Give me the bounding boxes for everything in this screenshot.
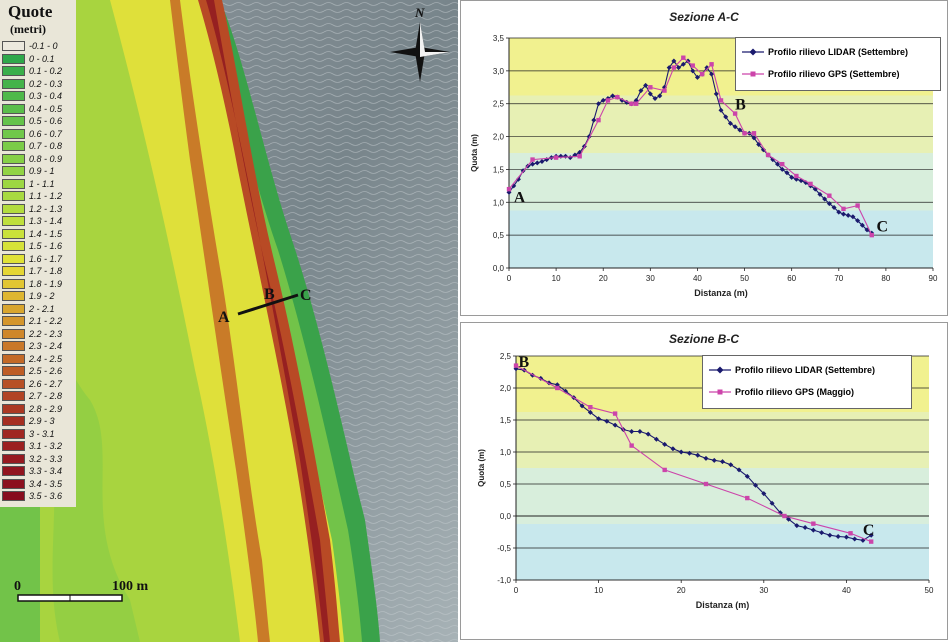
x-tick-label: 50 [740, 274, 750, 283]
x-axis-label: Distanza (m) [694, 288, 748, 298]
legend-swatch [2, 79, 25, 89]
y-tick-label: 2,5 [492, 99, 504, 109]
legend-swatch [2, 116, 25, 126]
legend-class-label: 2.3 - 2.4 [29, 341, 63, 352]
y-tick-label: -1,0 [497, 576, 511, 585]
legend-class [0, 78, 76, 91]
legend-swatch [2, 66, 25, 76]
legend-class-label: 2.9 - 3 [29, 416, 55, 427]
legend-class [0, 428, 76, 441]
data-point-gps [613, 411, 617, 415]
legend-swatch [2, 154, 25, 164]
legend-class-label: 3 - 3.1 [29, 428, 55, 439]
legend-class [0, 328, 76, 341]
legend-class [0, 315, 76, 328]
legend-item-gps [742, 63, 934, 85]
legend-item-gps [709, 381, 905, 403]
legend-class-label: 1.8 - 1.9 [29, 278, 63, 289]
legend-swatch [2, 404, 25, 414]
legend-swatch [2, 416, 25, 426]
x-tick-label: 30 [759, 586, 769, 595]
legend-class [0, 240, 76, 253]
legend-class [0, 178, 76, 191]
section-point-label: C [876, 218, 889, 236]
legend-class [0, 290, 76, 303]
scale-start-label: 0 [14, 579, 21, 594]
y-tick-label: 2,5 [499, 352, 511, 361]
section-point-label: B [518, 354, 530, 372]
legend-class [0, 440, 76, 453]
y-axis-label: Quota (m) [477, 449, 486, 487]
legend-item-lidar [742, 41, 934, 63]
data-point-gps [662, 88, 666, 92]
legend-item-lidar [709, 359, 905, 381]
data-point-gps [606, 98, 610, 102]
x-tick-label: 10 [594, 586, 604, 595]
legend-swatch [2, 191, 25, 201]
legend-rows [0, 40, 76, 503]
data-point-gps [827, 194, 831, 198]
x-tick-label: 40 [841, 586, 851, 595]
data-point-gps [766, 153, 770, 157]
legend-class [0, 340, 76, 353]
map-label-a: A [218, 309, 230, 326]
data-point-gps [782, 514, 786, 518]
legend-class [0, 390, 76, 403]
legend-swatch [2, 229, 25, 239]
data-point-gps [681, 56, 685, 60]
chart-title: Sezione B-C [668, 332, 739, 346]
legend-class-label: 2.8 - 2.9 [29, 403, 63, 414]
data-point-gps [709, 62, 713, 66]
legend-class [0, 403, 76, 416]
legend-unit: (metri) [10, 22, 46, 36]
legend-class-label: 1.4 - 1.5 [29, 228, 63, 239]
legend-swatch [2, 316, 25, 326]
data-point-gps [662, 468, 666, 472]
y-tick-label: 1,5 [492, 165, 504, 175]
data-point-gps [588, 405, 592, 409]
legend-swatch [2, 216, 25, 226]
legend-swatch [2, 391, 25, 401]
legend-swatch [2, 454, 25, 464]
data-point-gps [555, 386, 559, 390]
legend-class [0, 215, 76, 228]
chart-legend [735, 37, 941, 91]
legend-swatch [2, 379, 25, 389]
data-point-gps [577, 154, 581, 158]
legend-swatch [2, 279, 25, 289]
legend-class-label: 1.5 - 1.6 [29, 241, 63, 252]
legend-class [0, 278, 76, 291]
legend-class-label: 1 - 1.1 [29, 178, 55, 189]
chart-title: Sezione A-C [669, 10, 739, 24]
section-point-label: C [862, 521, 875, 539]
legend-class [0, 65, 76, 78]
legend-class [0, 190, 76, 203]
legend-class [0, 128, 76, 141]
legend-class-label: 0.6 - 0.7 [29, 128, 63, 139]
data-point-gps [745, 496, 749, 500]
legend-class [0, 228, 76, 241]
legend-class [0, 478, 76, 491]
x-tick-label: 0 [506, 274, 512, 283]
legend-class-label: 0.8 - 0.9 [29, 153, 63, 164]
y-tick-label: 0,0 [492, 264, 504, 273]
y-tick-label: 2,0 [499, 384, 511, 393]
map-label-b: B [264, 286, 275, 303]
legend-class [0, 103, 76, 116]
x-tick-label: 70 [834, 274, 844, 283]
legend-class-label: 0.7 - 0.8 [29, 141, 63, 152]
legend-class [0, 140, 76, 153]
legend-class [0, 365, 76, 378]
square-marker-icon [709, 387, 731, 397]
elevation-legend [0, 0, 76, 507]
data-point-gps [855, 203, 859, 207]
legend-class-label: 3.2 - 3.3 [29, 453, 63, 464]
legend-class-label: 0.2 - 0.3 [29, 78, 63, 89]
data-point-gps [648, 85, 652, 89]
legend-class [0, 203, 76, 216]
legend-swatch [2, 179, 25, 189]
legend-label: Profilo rilievo LIDAR (Settembre) [768, 47, 909, 57]
y-tick-label: -0,5 [497, 544, 511, 553]
legend-swatch [2, 429, 25, 439]
data-point-gps [700, 72, 704, 76]
legend-label: Profilo rilievo GPS (Maggio) [735, 387, 855, 397]
chart-panel-sezione-bc [460, 322, 948, 640]
legend-class-label: 2.1 - 2.2 [29, 316, 63, 327]
legend-class-label: 3.1 - 3.2 [29, 441, 63, 452]
legend-swatch [2, 41, 25, 51]
legend-class-label: -0.1 - 0 [29, 41, 58, 52]
data-point-gps [672, 65, 676, 69]
legend-class-label: 0.3 - 0.4 [29, 91, 63, 102]
square-marker-icon [742, 69, 764, 79]
x-tick-label: 60 [787, 274, 797, 283]
section-point-label: A [513, 189, 526, 207]
data-point-gps [870, 233, 874, 237]
data-point-gps [794, 174, 798, 178]
legend-class-label: 1.2 - 1.3 [29, 203, 63, 214]
legend-class-label: 2.7 - 2.8 [29, 391, 63, 402]
legend-swatch [2, 491, 25, 501]
x-tick-label: 30 [645, 274, 655, 283]
data-point-gps [615, 95, 619, 99]
scale-end-label: 100 m [112, 579, 149, 594]
legend-class-label: 3.3 - 3.4 [29, 466, 63, 477]
data-point-gps [780, 162, 784, 166]
legend-class [0, 490, 76, 503]
data-point-gps [719, 98, 723, 102]
legend-class-label: 3.4 - 3.5 [29, 478, 63, 489]
data-point-gps [596, 118, 600, 122]
legend-swatch [2, 254, 25, 264]
x-tick-label: 90 [928, 274, 938, 283]
x-axis-label: Distanza (m) [695, 600, 750, 610]
map-label-c: C [300, 287, 312, 304]
legend-swatch [2, 466, 25, 476]
y-tick-label: 1,0 [492, 198, 504, 208]
x-tick-label: 50 [924, 586, 934, 595]
legend-swatch [2, 341, 25, 351]
chart-legend [702, 355, 912, 409]
data-point-gps [811, 521, 815, 525]
data-point-gps [554, 155, 558, 159]
legend-class [0, 453, 76, 466]
x-tick-label: 0 [513, 586, 519, 595]
legend-swatch [2, 141, 25, 151]
legend-swatch [2, 104, 25, 114]
data-point-gps [704, 482, 708, 486]
data-point-gps [752, 131, 756, 135]
data-point-gps [530, 157, 534, 161]
data-point-gps [848, 531, 852, 535]
data-point-gps [841, 207, 845, 211]
legend-swatch [2, 129, 25, 139]
diamond-marker-icon [709, 365, 731, 375]
legend-swatch [2, 329, 25, 339]
legend-class [0, 115, 76, 128]
legend-class-label: 0.1 - 0.2 [29, 66, 63, 77]
plot-background-band [509, 211, 933, 269]
y-tick-label: 3,0 [492, 66, 504, 76]
legend-class [0, 40, 76, 53]
legend-swatch [2, 354, 25, 364]
legend-title: Quote [8, 2, 53, 21]
data-point-gps [691, 63, 695, 67]
x-tick-label: 20 [676, 586, 686, 595]
data-point-gps [808, 182, 812, 186]
y-tick-label: 3,5 [492, 34, 504, 43]
legend-swatch [2, 479, 25, 489]
y-tick-label: 1,5 [499, 416, 511, 425]
data-point-gps [634, 102, 638, 106]
legend-swatch [2, 266, 25, 276]
north-label: N [415, 5, 425, 20]
legend-class [0, 53, 76, 66]
legend-swatch [2, 291, 25, 301]
section-point-label: B [735, 96, 746, 114]
legend-swatch [2, 54, 25, 64]
x-tick-label: 40 [692, 274, 702, 283]
legend-class-label: 2.6 - 2.7 [29, 378, 63, 389]
y-tick-label: 0,5 [492, 231, 504, 241]
chart-panel-sezione-ac [460, 0, 948, 316]
y-tick-label: 0,5 [499, 480, 511, 489]
legend-class [0, 378, 76, 391]
legend-swatch [2, 166, 25, 176]
legend-class [0, 90, 76, 103]
legend-class [0, 165, 76, 178]
legend-class-label: 2.4 - 2.5 [29, 353, 63, 364]
legend-class-label: 1.1 - 1.2 [29, 191, 63, 202]
legend-swatch [2, 366, 25, 376]
y-tick-label: 1,0 [499, 448, 511, 457]
legend-class-label: 1.9 - 2 [29, 291, 55, 302]
legend-swatch [2, 304, 25, 314]
legend-class-label: 3.5 - 3.6 [29, 491, 63, 502]
legend-class [0, 253, 76, 266]
legend-swatch [2, 241, 25, 251]
data-point-gps [629, 443, 633, 447]
legend-class [0, 415, 76, 428]
legend-class-label: 0.9 - 1 [29, 166, 55, 177]
legend-label: Profilo rilievo LIDAR (Settembre) [735, 365, 876, 375]
data-point-gps [742, 131, 746, 135]
legend-class-label: 2 - 2.1 [29, 303, 55, 314]
x-tick-label: 10 [551, 274, 561, 283]
x-tick-label: 20 [598, 274, 608, 283]
legend-class [0, 353, 76, 366]
diamond-marker-icon [742, 47, 764, 57]
legend-class-label: 0.5 - 0.6 [29, 116, 63, 127]
plot-background-band [509, 96, 933, 154]
legend-class-label: 0.4 - 0.5 [29, 103, 63, 114]
legend-class-label: 1.6 - 1.7 [29, 253, 63, 264]
legend-swatch [2, 91, 25, 101]
data-point-gps [629, 102, 633, 106]
x-tick-label: 80 [881, 274, 891, 283]
data-point-gps [507, 187, 511, 191]
legend-class [0, 465, 76, 478]
legend-class-label: 1.3 - 1.4 [29, 216, 63, 227]
legend-class [0, 153, 76, 166]
legend-class [0, 265, 76, 278]
y-tick-label: 0,0 [499, 512, 511, 521]
legend-class-label: 2.2 - 2.3 [29, 328, 63, 339]
y-axis-label: Quota (m) [470, 134, 479, 172]
y-tick-label: 2,0 [492, 132, 504, 142]
legend-class-label: 0 - 0.1 [29, 53, 55, 64]
legend-swatch [2, 204, 25, 214]
data-point-gps [869, 539, 873, 543]
legend-label: Profilo rilievo GPS (Settembre) [768, 69, 900, 79]
legend-class-label: 1.7 - 1.8 [29, 266, 63, 277]
legend-class [0, 303, 76, 316]
legend-swatch [2, 441, 25, 451]
legend-class-label: 2.5 - 2.6 [29, 366, 63, 377]
